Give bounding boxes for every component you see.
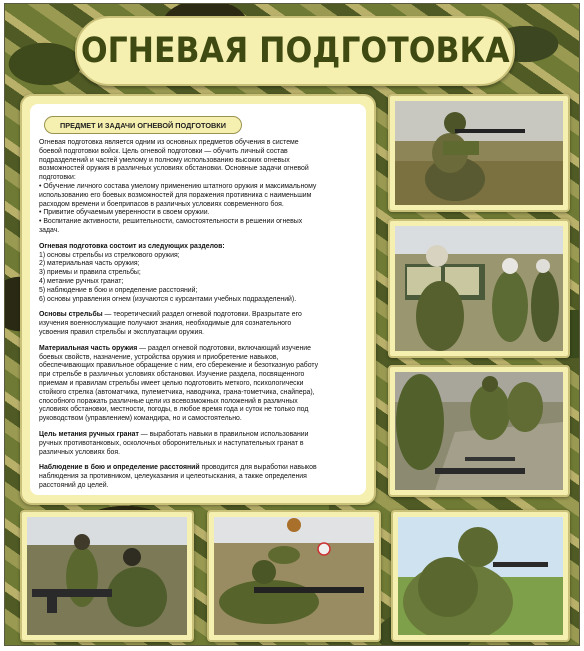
- material-paragraph: [39, 345, 359, 424]
- title-banner: [75, 16, 515, 86]
- material-term: Материальная часть оружия: [39, 344, 138, 352]
- poster-background: [4, 3, 580, 646]
- material-line: обеспечивающих правильное обращение с ним, его сбережение и безотказную работу: [39, 362, 319, 370]
- helmet-soldier-photo: [398, 517, 563, 635]
- section-item: 6) основы управления огнем (изучаются с курсантами учебных подразделений).: [39, 295, 297, 303]
- photo-crouching-soldiers-with-weapon: [20, 510, 194, 642]
- range-soldiers-photo: [395, 226, 563, 351]
- observation-paragraph: [39, 464, 359, 490]
- photo-soldiers-at-shooting-range: [388, 219, 570, 358]
- page-title: ОГНЕВАЯ ПОДГОТОВКА: [80, 31, 510, 71]
- intro-line: Огневая подготовка является одним из основных предметов обучения в системе: [39, 139, 299, 146]
- section-item: 3) приемы и правила стрельбы;: [39, 269, 141, 277]
- grenade-line: — выработать навыки в правильном использовании: [138, 430, 309, 438]
- material-line: условиях обстановки, местности, погоды, в любое время года и суток не только под: [39, 406, 309, 414]
- material-line: руководством (управлением) командира, но и самостоятельно.: [39, 415, 242, 423]
- intro-line: подготовки:: [39, 174, 76, 182]
- observation-line: расстояний до целей.: [39, 481, 109, 489]
- weapon-assembly-photo: [395, 372, 563, 490]
- intro-line: задач.: [39, 226, 60, 234]
- material-line: стойкого стрелка (автоматчика, пулеметчика, наводчика, грана-тометчика, снайпера),: [39, 388, 315, 396]
- text-panel: [20, 94, 376, 505]
- material-line: боевых свойств, назначение, устройства оружия и приобретение навыков,: [39, 353, 279, 361]
- intro-paragraph: [39, 139, 359, 236]
- grenade-paragraph: [39, 431, 359, 457]
- section-item: 5) наблюдение в бою и определение расстояний;: [39, 286, 198, 294]
- sections-heading: Огневая подготовка состоит из следующих разделов:: [39, 242, 225, 250]
- photo-soldier-throwing-position: [391, 510, 570, 642]
- intro-line: подразделений и частей умелому и полному использованию высоких огневых: [39, 156, 290, 164]
- grenade-line: различных условиях боя.: [39, 448, 121, 456]
- body-text: [39, 139, 359, 495]
- intro-line: возможностей оружия в различных условиях обстановки. Основные задачи огневой: [39, 165, 309, 173]
- crouching-soldiers-photo: [27, 517, 187, 635]
- photo-soldier-aiming-rifle-field: [388, 94, 570, 212]
- photo-prone-soldier-with-rifle: [207, 510, 381, 642]
- observation-line: наблюдения за противником, целеуказания и целеотыскания, а также определения: [39, 473, 307, 481]
- text-panel-inner: [30, 104, 366, 495]
- intro-line: • Воспитание активности, решительности, самостоятельности в решении огневых: [39, 218, 303, 226]
- intro-line: расходом времени и боеприпасов в различных условиях современного боя.: [39, 200, 284, 208]
- section-item: 4) метание ручных гранат;: [39, 277, 124, 285]
- material-line: способного поражать различные цели из всевозможных положений в различных: [39, 397, 298, 405]
- photo-weapon-assembly-table: [388, 365, 570, 497]
- basics-paragraph: [39, 311, 359, 337]
- section-label: ПРЕДМЕТ И ЗАДАЧИ ОГНЕВОЙ ПОДГОТОВКИ: [44, 116, 242, 134]
- intro-line: использованию его боевых возможностей для поражения противника с наименьшим: [39, 191, 312, 199]
- basics-line: — теоретический раздел огневой подготовки. Вразрытате его: [102, 311, 302, 319]
- section-item: 1) основы стрельбы из стрелкового оружия;: [39, 251, 180, 259]
- observation-line: проводится для выработки навыков: [199, 464, 317, 472]
- observation-term: Наблюдение в бою и определение расстояний: [39, 464, 200, 472]
- soldier-aiming-photo: [395, 101, 563, 205]
- section-item: 2) материальная часть оружия;: [39, 260, 140, 268]
- basics-line: изучения военнослужащие получают знания, необходимые для сознательного: [39, 320, 292, 328]
- basics-line: усвоения правил стрельбы и эксплуатации оружия.: [39, 328, 204, 336]
- intro-line: • Обучение личного состава умелому применению штатного оружия и максимальному: [39, 182, 317, 190]
- grenade-line: ручных противотанковых, осколочных оборонительных и наступательных гранат в: [39, 439, 304, 447]
- intro-line: боевой подготовки войск. Цель огневой подготовки — обучить личный состав: [39, 147, 288, 155]
- material-line: приемам и правилам стрельбы имеет целью подготовить меткого, психологически: [39, 379, 304, 387]
- prone-soldier-photo: [214, 517, 374, 635]
- sections-paragraph: [39, 243, 359, 305]
- basics-term: Основы стрельбы: [39, 311, 103, 319]
- grenade-term: Цель метания ручных гранат: [39, 430, 139, 438]
- intro-line: • Привитие обучаемым уверенности в своем оружии.: [39, 209, 210, 217]
- material-line: — раздел огневой подготовки, включающий изучение: [137, 344, 311, 352]
- material-line: при стрельбе в различных условиях обстановки. Изучение раздела, посвященного: [39, 371, 305, 379]
